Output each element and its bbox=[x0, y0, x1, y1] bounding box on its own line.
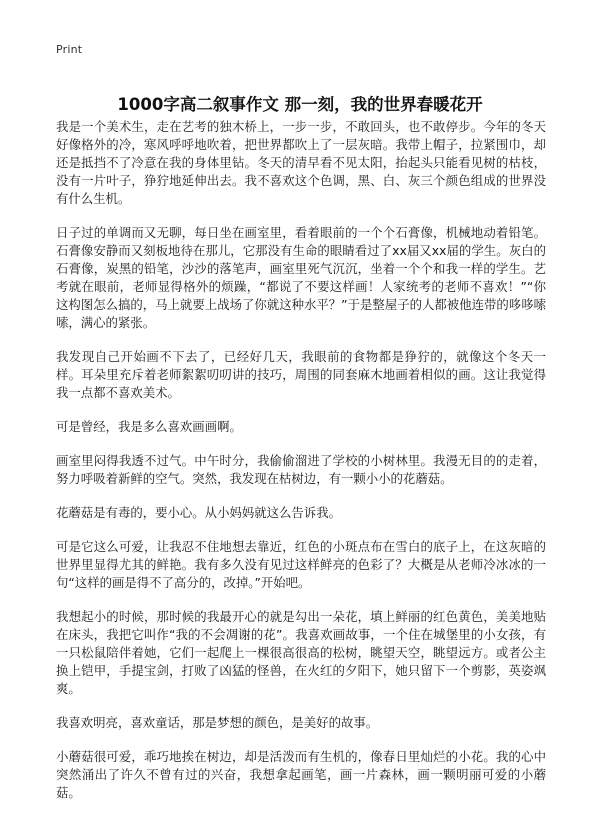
article-title: 1000字高二叙事作文 那一刻，我的世界春暖花开 bbox=[117, 95, 483, 115]
article-paragraph: 小蘑菇很可爱，乖巧地挨在树边，却是活泼而有生机的，像春日里灿烂的小花。我的心中突然涌出了许久不曾有过的兴奋，我想拿起画笔，画一片森林，画一颗明丽可爱的小蘑菇。 bbox=[56, 749, 546, 800]
article-body bbox=[56, 118, 546, 818]
article-paragraph: 画室里闷得我透不过气。中午时分，我偷偷溜进了学校的小树林里。我漫无目的的走着，努力呼吸着新鲜的空气。突然，我发现在枯树边，有一颗小小的花蘑菇。 bbox=[56, 453, 546, 486]
article-paragraph: 我喜欢明亮，喜欢童话，那是梦想的颜色，是美好的故事。 bbox=[56, 715, 379, 730]
print-link[interactable]: Print bbox=[56, 43, 83, 56]
article-paragraph: 可是曾经，我是多么喜欢画画啊。 bbox=[56, 419, 242, 434]
article-paragraph: 花蘑菇是有毒的，要小心。从小妈妈就这么告诉我。 bbox=[56, 505, 341, 520]
article-paragraph: 我想起小的时候，那时候的我最开心的就是勾出一朵花，填上鲜丽的红色黄色，美美地贴在床头，我把它叫作“我的不会凋谢的花”。我喜欢画故事，一个住在城堡里的小女孩，有一只松鼠陪伴着她，它们一起爬上一棵很高很高的松树，眺望天空，眺望远方。或者公主换上铠甲，手提宝剑，打败了凶猛的怪兽，在火红的夕阳下，她只留下一个剪影，英姿飒爽。 bbox=[56, 609, 546, 696]
article-paragraph: 我发现自己开始画不下去了，已经好几天，我眼前的食物都是狰狞的，就像这个冬天一样。耳朵里充斥着老师絮絮叨叨讲的技巧，周围的同套麻木地画着相似的画。这让我觉得我一点都不喜欢美术。 bbox=[56, 349, 546, 400]
article-paragraph: 日子过的单调而又无聊，每日坐在画室里，看着眼前的一个个石膏像，机械地动着铅笔。石膏像安静而又刻板地待在那儿，它那没有生命的眼睛看过了xx届又xx届的学生。灰白的石膏像，炭黑的铅笔，沙沙的落笔声，画室里死气沉沉，坐着一个个和我一样的学生。艺考就在眼前，老师显得格外的烦躁，“都说了不要这样画！人家统考的老师不喜欢！”“你这构图怎么搞的，马上就要上战场了你就这种水平？”于是整屋子的人都被他连带的哆哆嗦嗦，满心的紧张。 bbox=[56, 225, 546, 330]
article-paragraph: 可是它这么可爱，让我忍不住地想去靠近，红色的小斑点布在雪白的底子上，在这灰暗的世界里显得尤其的鲜艳。我有多久没有见过这样鲜亮的色彩了？大概是从老师冷冰冰的一句“这样的画是得不了高分的，改掉。”开始吧。 bbox=[56, 539, 546, 590]
article-paragraph: 我是一个美术生，走在艺考的独木桥上，一步一步，不敢回头，也不敢停步。今年的冬天好像格外的冷，寒风呼呼地吹着，把世界都吹上了一层灰暗。我带上帽子，拉紧围巾，却还是抵挡不了冷意在我的身体里钻。冬天的清早看不见太阳，抬起头只能看见树的枯枝，没有一片叶子，狰狞地延伸出去。我不喜欢这个色调，黑、白、灰三个颜色组成的世界没有什么生机。 bbox=[56, 119, 546, 206]
